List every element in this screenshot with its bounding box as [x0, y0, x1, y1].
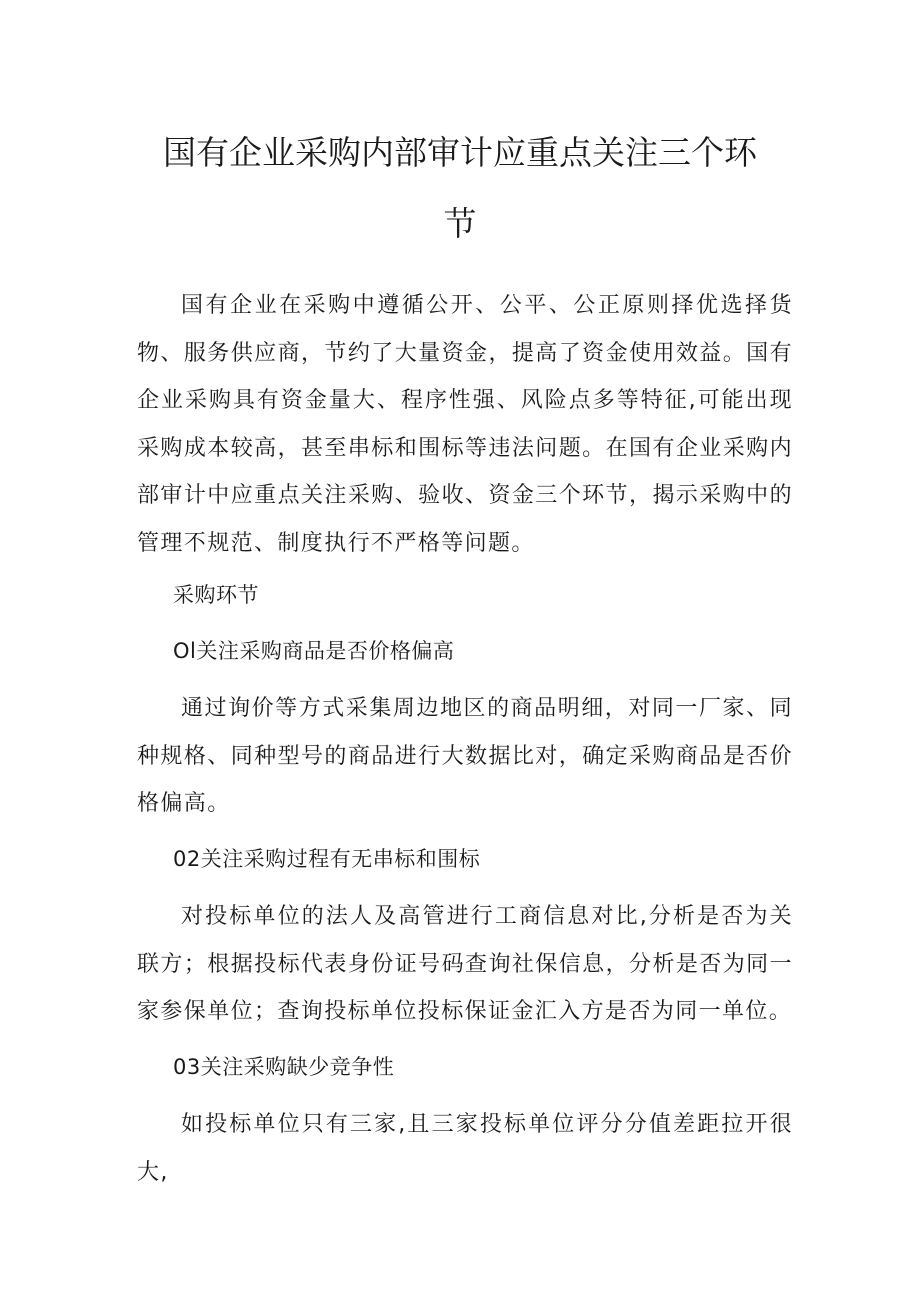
item-heading-2: 02关注采购过程有无串标和围标 — [173, 846, 481, 871]
item-paragraph-2: 对投标单位的法人及高管进行工商信息对比,分析是否为关联方；根据投标代表身份证号码查询社保信息，分析是否为同一家参保单位；查询投标单位投标保证金汇入方是否为同一单位。 — [137, 904, 793, 1024]
item-paragraph-1: 通过询价等方式采集周边地区的商品明细，对同一厂家、同种规格、同种型号的商品进行大数据比对，确定采购商品是否价格偏高。 — [137, 696, 793, 816]
document-title-line-1: 国有企业采购内部审计应重点关注三个环 — [163, 133, 757, 172]
item-heading-3: 03关注采购缺少竞争性 — [173, 1054, 395, 1079]
document-body — [137, 282, 793, 1196]
intro-paragraph: 国有企业在采购中遵循公开、公平、公正原则择优选择货物、服务供应商，节约了大量资金，提高了资金使用效益。国有企业采购具有资金量大、程序性强、风险点多等特征,可能出现采购成本较高，甚至串标和围标等违法问题。在国有企业采购内部审计中应重点关注采购、验收、资金三个环节，揭示采购中的管理不规范、制度执行不严格等问题。 — [137, 293, 793, 556]
item-paragraph-3: 如投标单位只有三家,且三家投标单位评分分值差距拉开很大, — [137, 1112, 793, 1185]
item-heading-1: Ol关注采购商品是否价格偏高 — [173, 638, 455, 663]
document-title-line-2: 节 — [443, 204, 477, 243]
section-heading: 采购环节 — [173, 583, 259, 607]
